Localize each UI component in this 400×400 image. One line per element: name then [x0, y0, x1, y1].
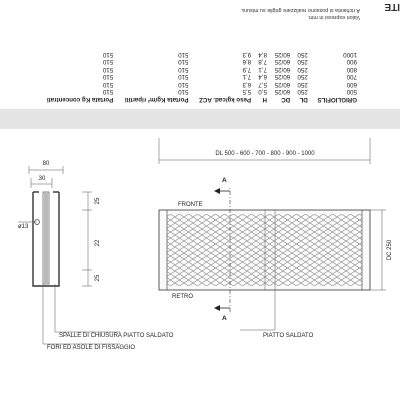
col-header: GRIGLIOFILS — [317, 96, 357, 103]
technical-drawing — [0, 130, 400, 400]
table-cell: 700 — [346, 73, 357, 81]
table-cell: 510 — [102, 65, 114, 73]
table-cell: 60/25 — [274, 58, 291, 66]
col-header: Peso kg/cad. ACZ — [199, 96, 252, 103]
table-cell: 250 — [297, 88, 308, 95]
table-cell: 510 — [178, 50, 189, 58]
section-mark-bottom: A — [222, 177, 227, 184]
table-row — [38, 58, 360, 65]
table-cell: 60/25 — [274, 50, 291, 58]
col-header: H — [262, 96, 267, 103]
grating-mesh — [167, 214, 362, 286]
dim-middle: 22 — [95, 239, 101, 247]
table-cell: 7,1 — [258, 65, 267, 73]
table-cell: 7,9 — [242, 65, 252, 73]
section-width: 80 — [42, 161, 50, 167]
section-divider — [0, 109, 400, 129]
table-cell: 500 — [346, 88, 357, 95]
table-cell: 510 — [102, 88, 114, 95]
table-cell: 6,4 — [258, 73, 267, 81]
table-cell: 60/25 — [274, 73, 291, 81]
col-header: Portata Kg concentrati — [46, 96, 114, 103]
table-cell: 250 — [297, 80, 308, 88]
table-cell: 60/25 — [274, 88, 291, 95]
table-cell: 510 — [102, 58, 114, 66]
table-cell: 900 — [346, 58, 357, 66]
section-callout-1: SPALLE DI CHIUSURA PIATTO SALDATO — [59, 333, 174, 339]
table-row — [38, 51, 360, 58]
table-cell: 510 — [102, 50, 114, 58]
notes — [241, 6, 360, 20]
table-header-row — [38, 95, 360, 104]
table-cell: 250 — [297, 73, 308, 81]
table-cell: 250 — [297, 65, 308, 73]
table-cell: 7,8 — [258, 58, 267, 66]
table-cell: 250 — [297, 58, 308, 66]
dim-bottom: 25 — [95, 274, 101, 282]
col-header: DL — [299, 96, 308, 103]
plan-callout: PIATTO SALDATO — [263, 333, 314, 339]
table-cell: 60/25 — [274, 65, 291, 73]
note-custom: A richiesta si possono realizzare griglie su misura. — [240, 7, 360, 13]
fronte-label: FRONTE — [178, 202, 203, 208]
table-cell: 250 — [297, 50, 308, 58]
section-callout-2: FORI ED ASOLE DI FISSAGGIO — [47, 345, 136, 351]
table-cell: 9,3 — [242, 50, 252, 58]
diameter-label: ø13 — [18, 224, 29, 230]
section-mark-top: A — [222, 315, 227, 322]
table-cell: 510 — [178, 73, 189, 81]
plan-view — [159, 138, 393, 339]
table-cell: 8,6 — [242, 58, 252, 66]
section-inner-width: 30 — [38, 176, 46, 182]
table-cell: 60/25 — [274, 80, 291, 88]
table-row — [38, 80, 360, 87]
table-cell: 510 — [178, 65, 189, 73]
table-cell: 800 — [346, 65, 357, 73]
table-row — [38, 65, 360, 72]
width-label: DC 250 — [387, 239, 393, 261]
table-row — [38, 88, 360, 95]
spec-table-container — [38, 51, 360, 104]
table-cell: 5,0 — [258, 88, 267, 95]
note-units: Valori espressi in mm. — [307, 14, 360, 20]
table-cell: 510 — [178, 80, 189, 88]
table-cell: 7,1 — [242, 73, 252, 81]
retro-label: RETRO — [172, 294, 193, 300]
table-cell: 5,7 — [258, 80, 267, 88]
col-header: Portata Kg/m² ripartiti — [124, 96, 189, 103]
table-cell: 600 — [346, 80, 357, 88]
table-cell: 510 — [102, 80, 114, 88]
table-cell: 8,4 — [258, 50, 267, 58]
col-header: DC — [281, 96, 291, 103]
length-label: DL 500 - 600 - 700 - 800 - 900 - 1000 — [215, 151, 315, 157]
dim-top: 25 — [95, 197, 101, 205]
section-view — [18, 161, 174, 351]
table-cell: 6,3 — [242, 80, 252, 88]
table-cell: 5,5 — [242, 88, 252, 95]
brand-mark: ITE — [384, 1, 400, 12]
table-cell: 510 — [178, 58, 189, 66]
spec-table — [38, 51, 360, 104]
table-cell: 510 — [178, 88, 189, 95]
table-cell: 1000 — [343, 50, 357, 58]
table-cell: 510 — [102, 73, 114, 81]
table-row — [38, 73, 360, 80]
